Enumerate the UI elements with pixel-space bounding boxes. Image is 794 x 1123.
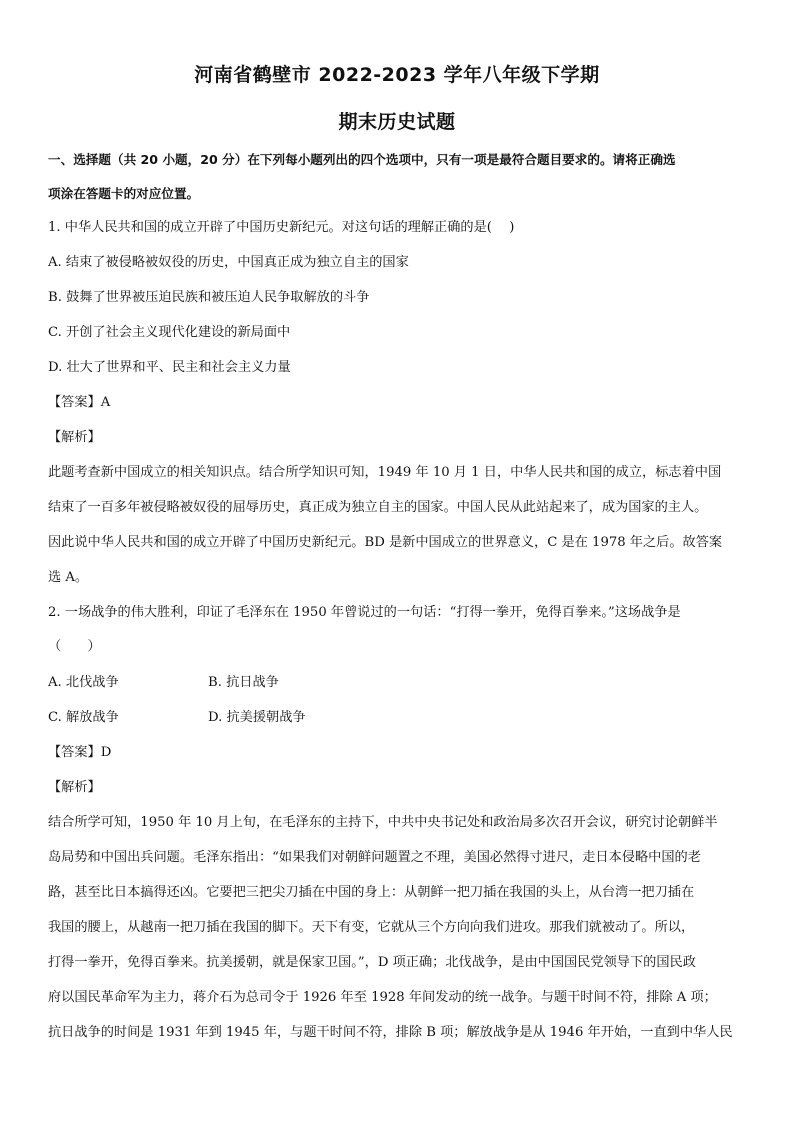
question-2-analysis-line-1: 结合所学可知，1950 年 10 月上旬，在毛泽东的主持下，中共中央书记处和政治局多次召开会议，研究讨论朝鲜半 [48, 815, 718, 830]
question-2-analysis-line-4: 我国的腰上，从越南一把刀插在我国的脚下。天下有变，它就从三个方向向我们进攻。那我们就被动了。所以， [48, 920, 695, 935]
question-1-analysis-line-2: 结束了一百多年被侵略被奴役的屈辱历史，真正成为独立自主的国家。中国人民从此站起来了，成为国家的主人。 [48, 500, 708, 515]
question-2-analysis-line-3: 路，甚至比日本搞得还凶。它要把三把尖刀插在中国的身上：从朝鲜一把刀插在我国的头上，从台湾一把刀插在 [48, 885, 695, 900]
question-1-analysis-line-3: 因此说中华人民共和国的成立开辟了中国历史新纪元。BD 是新中国成立的世界意义，C 是在 1978 年之后。故答案 [48, 535, 723, 550]
question-2-analysis-label: 【解析】 [48, 780, 101, 795]
question-1-analysis-line-4: 选 A。 [48, 570, 89, 585]
section-instructions-line-1: 一、选择题（共 20 小题，20 分）在下列每小题列出的四个选项中，只有一项是最符合题目要求的。请将正确选 [48, 152, 676, 167]
question-2-option-c: C. 解放战争 [48, 710, 119, 725]
question-1-option-d: D. 壮大了世界和平、民主和社会主义力量 [48, 360, 291, 375]
question-2-answer: 【答案】D [48, 745, 112, 760]
question-2-stem-line-1: 2. 一场战争的伟大胜利，印证了毛泽东在 1950 年曾说过的一句话：“打得一拳开，免得百拳来。”这场战争是 [48, 605, 681, 620]
section-instructions-line-2: 项涂在答题卡的对应位置。 [48, 186, 200, 201]
page-subtitle: 期末历史试题 [338, 111, 456, 133]
question-1-option-c: C. 开创了社会主义现代化建设的新局面中 [48, 325, 291, 340]
question-1-analysis-label: 【解析】 [48, 430, 101, 445]
question-2-analysis-line-6: 府以国民革命军为主力，蒋介石为总司令于 1926 年至 1928 年间发动的统一战争。与题干时间不符，排除 A 项； [48, 990, 717, 1005]
question-2-analysis-line-5: 打得一拳开，免得百拳来。抗美援朝，就是保家卫国。”，D 项正确；北伐战争，是由中国国民党领导下的国民政 [48, 955, 696, 970]
question-2-analysis-line-7: 抗日战争的时间是 1931 年到 1945 年，与题干时间不符，排除 B 项；解放战争是从 1946 年开始，一直到中华人民 [48, 1025, 733, 1040]
question-2-stem-line-2: （ ） [48, 639, 101, 654]
question-2-option-d: D. 抗美援朝战争 [208, 710, 306, 725]
question-2-option-a: A. 北伐战争 [48, 675, 119, 690]
question-1-answer: 【答案】A [48, 395, 111, 410]
question-1-analysis-line-1: 此题考查新中国成立的相关知识点。结合所学知识可知，1949 年 10 月 1 日，中华人民共和国的成立，标志着中国 [48, 465, 722, 480]
question-2-option-b: B. 抗日战争 [208, 675, 279, 690]
question-1-option-b: B. 鼓舞了世界被压迫民族和被压迫人民争取解放的斗争 [48, 290, 370, 305]
question-2-analysis-line-2: 岛局势和中国出兵问题。毛泽东指出：“如果我们对朝鲜问题置之不理，美国必然得寸进尺，走日本侵略中国的老 [48, 850, 701, 865]
question-1-option-a: A. 结束了被侵略被奴役的历史，中国真正成为独立自主的国家 [48, 255, 409, 270]
question-1-stem: 1. 中华人民共和国的成立开辟了中国历史新纪元。对这句话的理解正确的是( ) [48, 220, 515, 235]
page-title: 河南省鹤壁市 2022-2023 学年八年级下学期 [194, 64, 600, 86]
